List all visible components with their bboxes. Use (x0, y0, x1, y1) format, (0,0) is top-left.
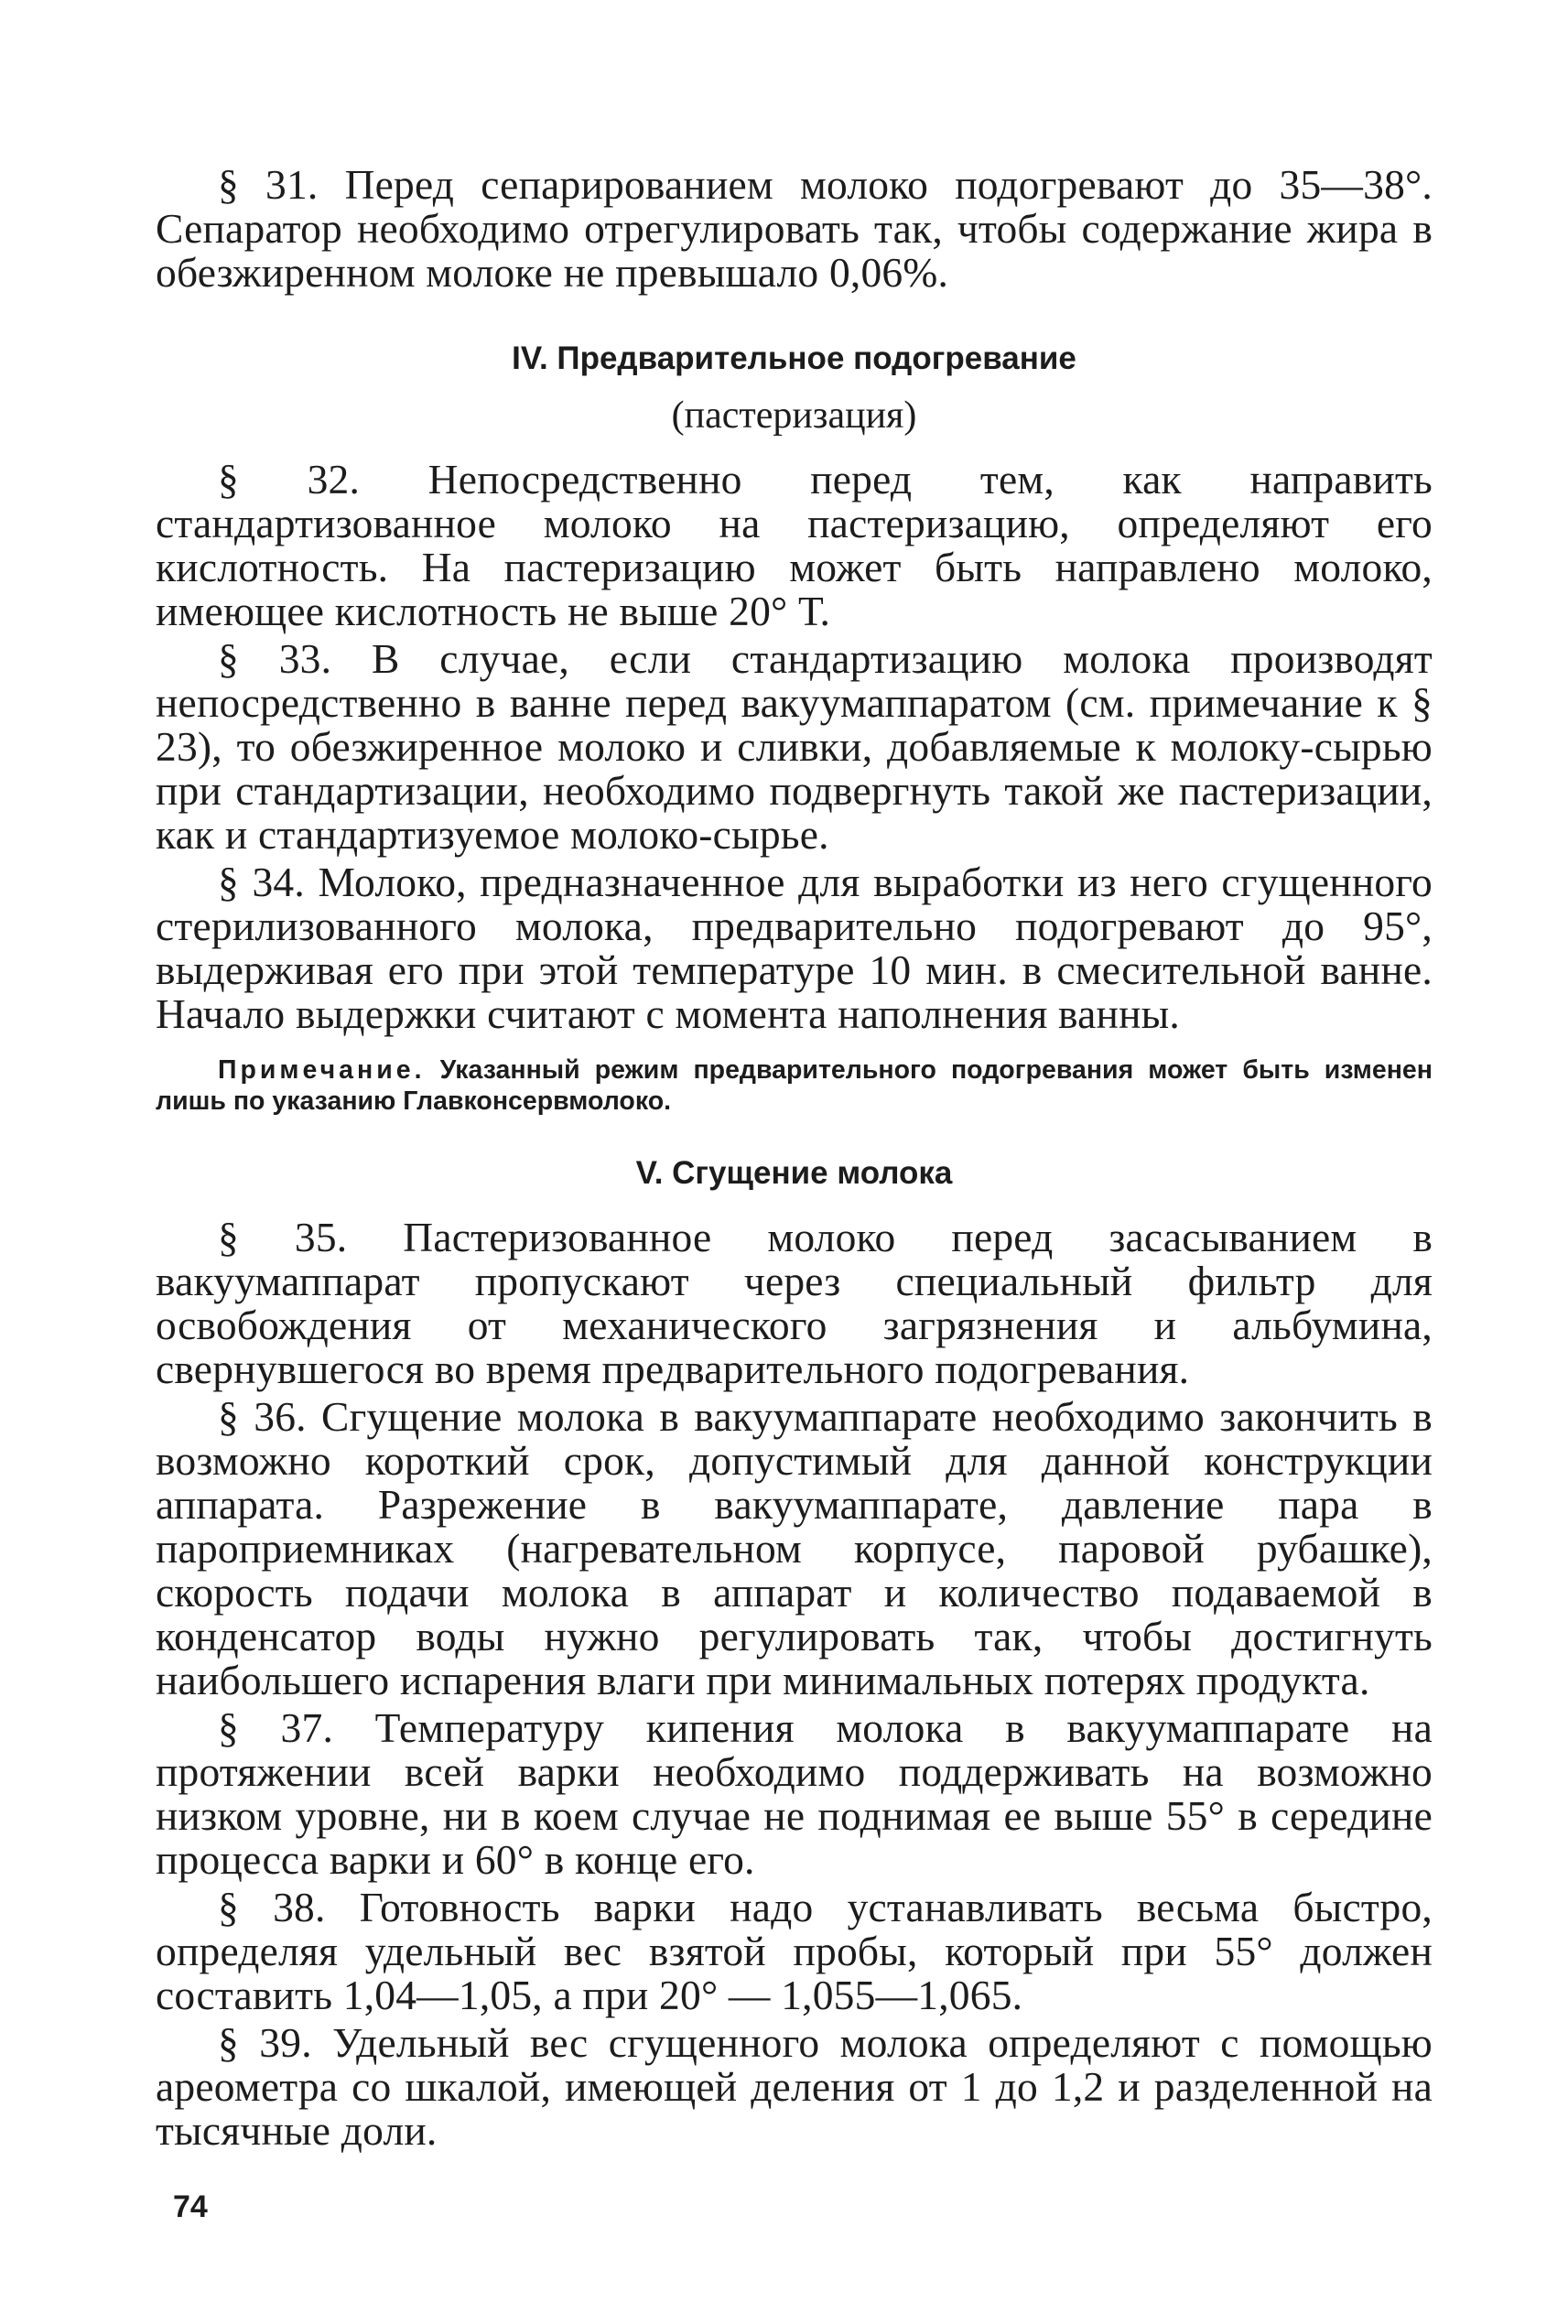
section-5-title: V. Сгущение молока (635, 1155, 953, 1191)
paragraph-31: § 31. Перед сепарированием молоко подогревают до 35—38°. Сепаратор необходимо отрегулировать так, чтобы содержание жира в обезжиренном молоке не превышало 0,06%. (156, 161, 1433, 296)
section-4-subtitle: (пастеризация) (671, 395, 917, 437)
paragraph-32: § 32. Непосредственно перед тем, как направить стандартизованное молоко на пастеризацию, определяют его кислотность. На пастеризацию может быть направлено молоко, имеющее кислотность не выше 20° Т. (156, 456, 1433, 634)
section-4-title: IV. Предварительное подогревание (512, 340, 1076, 376)
note-text: Указанный режим предварительного подогревания может быть изменен лишь по указанию Главконсервмолоко. (156, 1055, 1433, 1116)
paragraph-34: § 34. Молоко, предназначенное для выработки из него сгущенного стерилизованного молока, предварительно подогревают до 95°, выдерживая его при этой температуре 10 мин. в смесительной ванне. Начало выдержки считают с момента наполнения ванны. (156, 859, 1433, 1037)
page-number: 74 (173, 2189, 208, 2224)
note-label: Примечание. (218, 1055, 426, 1085)
paragraph-39: § 39. Удельный вес сгущенного молока определяют с помощью ареометра со шкалой, имеющей деления от 1 до 1,2 и разделенной на тысячные доли. (156, 2019, 1433, 2154)
paragraph-36: § 36. Сгущение молока в вакуумаппарате необходимо закончить в возможно короткий срок, допустимый для данной конструкции аппарата. Разрежение в вакуумаппарате, давление пара в пароприемниках (нагревательном корпусе, паровой рубашке), скорость подачи молока в аппарат и количество подаваемой в конденсатор воды нужно регулировать так, чтобы достигнуть наибольшего испарения влаги при минимальных потерях продукта. (156, 1393, 1433, 1703)
paragraph-37: § 37. Температуру кипения молока в вакуумаппарате на протяжении всей варки необходимо поддерживать на возможно низком уровне, ни в коем случае не поднимая ее выше 55° в середине процесса варки и 60° в конце его. (156, 1704, 1433, 1883)
paragraph-33: § 33. В случае, если стандартизацию молока производят непосредственно в ванне перед вакуумаппаратом (см. примечание к § 23), то обезжиренное молоко и сливки, добавляемые к молоку-сырью при стандартизации, необходимо подвергнуть такой же пастеризации, как и стандартизуемое молоко-сырье. (156, 635, 1433, 858)
paragraph-38: § 38. Готовность варки надо устанавливать весьма быстро, определяя удельный вес взятой пробы, который при 55° должен составить 1,04—1,05, а при 20° — 1,055—1,065. (156, 1884, 1433, 2018)
note (156, 1054, 1433, 1117)
document-page (156, 163, 1433, 2268)
paragraph-35: § 35. Пастеризованное молоко перед засасыванием в вакуумаппарат пропускают через специальный фильтр для освобождения от механического загрязнения и альбумина, свернувшегося во время предварительного подогревания. (156, 1214, 1433, 1392)
